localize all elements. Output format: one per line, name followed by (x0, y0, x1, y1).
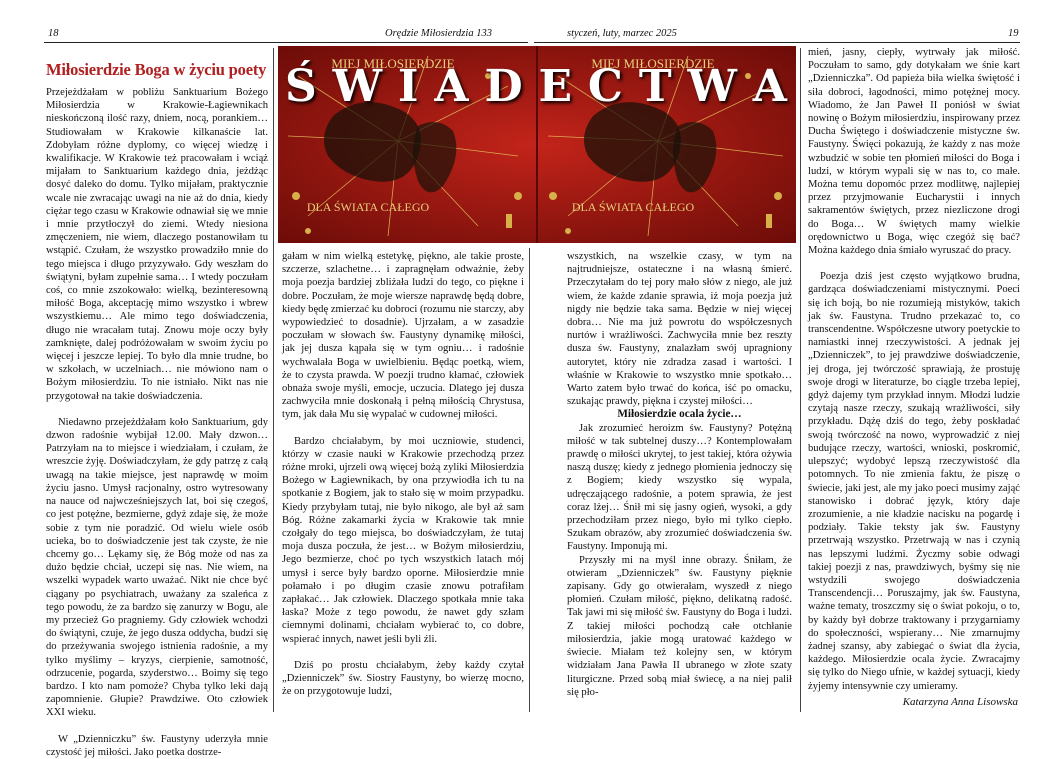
article-column-4 (808, 46, 1020, 694)
banner-title (278, 56, 796, 116)
banner-letter: I (397, 60, 421, 112)
swiadectwa-banner (278, 46, 796, 243)
column-divider (529, 248, 530, 712)
header-rule-right (534, 42, 1020, 43)
banner-letter: W (332, 60, 385, 112)
page-number-left: 18 (48, 28, 59, 39)
paragraph: Dziś po prostu chciałabym, żeby każdy czytał „Dzienniczek” św. Siostry Faustyny, bo wierzę mocno, że on przygotowuje ludzi, (282, 659, 524, 698)
banner-letter: T (638, 60, 674, 112)
banner-letter: D (484, 60, 525, 112)
paragraph: Przyszły mi na myśl inne obrazy. Śniłam, że otwieram „Dzienniczek” św. Faustyny pięknie zapisany. Gdy go otwierałam, wyszedł z niego płomień. Czułam miłość, piękno, delikatną radość. Tak jawi mi się miłość św. Faustyny do Boga i ludzi. Z takiej miłości pochodzą całe otchłanie miłosierdzia, jakie mogą uratować każdego w świecie. Miałam też kolejny sen, w którym widziałam Jana Pawła II ubranego w złote szaty liturgiczne. Przed sobą miał świecę, a na niej palił się pło- (567, 554, 792, 698)
paragraph: Jak zrozumieć heroizm św. Faustyny? Potężną miłość w tak subtelnej duszy…? Kontemplowałam prawdę o miłości ukrytej, to jest takiej, która ożywia naszą duszę; kiedy z jednego płomienia jednoczy się z Bogiem; kiedy wszystko się wypala, udręczającego radośnie, a potem sprawia, że jest coraz lżej… Śnił mi się jasny ogień, wysoki, a gdy przechodziłam przez niego, było mi tylko ciepło. Szukam obrazów, aby zrozumieć doświadczenia św. Faustyny. Imponują mi. (567, 422, 792, 553)
paragraph: wszystkich, na wszelkie czasy, w tym na najtrudniejsze, ostateczne i na własną śmierć. Przeczytałam do tej pory mało słów z niego, ale już wiem, że każde zdanie sprawia, iż moja poezja już nigdy nie będzie taka sama. Będzie w niej więcej dobra… Nie ma już powrotu do współczesnych nurtów i wrażliwości. Zachwyciła mnie bez reszty dusza św. Faustyny, znalazłam swój upragniony autorytet, który nie zdradza zasad i wartości. I właśnie w Krakowie to wszystko mnie spotkało… Warto zatem było trwać do końca, iść po omacku, szukając prawdy, piękna i czystej miłości… (567, 251, 792, 408)
banner-letter: C (587, 60, 625, 112)
banner-letter: A (434, 60, 471, 112)
paragraph: W „Dzienniczku” św. Faustyny uderzyła mnie czystość jej miłości. Jako poetka dostrze- (46, 733, 268, 758)
banner-text-bottom-right: DLA ŚWIATA CAŁEGO (571, 200, 695, 214)
banner-letter: W (687, 60, 739, 112)
journal-title: Orędzie Miłosierdzia 133 (385, 28, 492, 39)
banner-letter: Ś (284, 60, 319, 112)
paragraph: Przejeżdżałam w pobliżu Sanktuarium Bożego Miłosierdzia w Krakowie-Łagiewnikach nieskończoną ilość razy, dniem, nocą, porankiem… Studiowałam w Krakowie kilkanaście lat. Zdobyłam różne dyplomy, co więcej wiedzę i kwalifikacje. W Krakowie też pracowałam i wciąż mijałam to Sanktuarium każdego dnia, jeżdżąc dosyć daleko do domu. Tylko mijałam, praktycznie wcale nie zwracając uwagi na nie aż do dnia, kiedy ciężar tego czasu w Krakowie odnawiał się we mnie i mnie przytłoczył do ziemi. Wtedy niesiona zmęczeniem, nie wiem, dlaczego postanowiłam tu wstąpić. Czułam, że wszystko prowadziło mnie do tego miejsca i długo przyzywało. Gdy weszłam do świątyni, byłam zupełnie sama… I wtedy poczułam coś, co mnie zszokowało: wielką, bezinteresowną miłość Boga, akceptację mimo wszystko i wbrew wszystkiemu… Ale mimo tego doświadczenia, długo nie wracałam tutaj. Znowu moje oczy były zamknięte, dalej podróżowałam w swoim życiu po więcej i jeszcze lepiej. To było dla mnie trudne, bo w szkołach, w uczelniach… nie mówiono nam o Bożym miłosierdziu. To nie istniało. Nikt nas nie przygotował na takie doświadczenia. (46, 87, 268, 402)
paragraph: mień, jasny, ciepły, wytrwały jak miłość. Poczułam to samo, gdy dotykałam we śnie kart „Dzienniczka”. Od papieża biła wielka świętość i siła dobroci, łagodności, mimo potężnej mocy. Wiadomo, że Jan Paweł II poniósł w świat nowinę o Bożym miłosierdziu, inspirowany przez Ducha Świętego i doświadczenie mistyczne św. Faustyny. Święci pokazują, że każdy z nas może wzbudzić w sobie ten płomień miłości do Boga i ludzi, w którym wypali się w nas to, co małe. Można temu dopomóc przez modlitwę, najlepiej przez przyjmowanie Eucharystii i innych sakramentów świętych, przez niezliczone drogi do Boga… W świętych mamy wielkie orędownictwo u Boga, więc czegóż się bać? Można każdego dnia śmiało wyruszać do pracy. (808, 47, 1020, 257)
banner-text-bottom-left: DLA ŚWIATA CAŁEGO (306, 200, 430, 214)
paragraph: Niedawno przejeżdżałam koło Sanktuarium, gdy dzwon radośnie wybijał 12.00. Mały dzwon… Patrzyłam na to miejsce i wiedziałam, i czułam, że wreszcie żyję. Doświadczyłam, że gdy patrzę z całą uwagą na takie miejsce, jest naprawdę w moim życiu jasno. Umysł racjonalny, ostro wytresowany na nauce od najwcześniejszych lat, boi się czegoś, co jest potężne, bezmierne, gdyż zdaje się, że może sobie z tym nie poradzić. Od wielu wiele osób ucieka, bo to doświadczenie jest tak czyste, że nie chcemy go… Lękamy się, że Bóg może od nas za dużo będzie chciał, uczepi się nas. Nie wiem, na wszelki wypadek warto uważać. Nikt nie chce być ciągany po psychiatrach, uważany za szaleńca z tego powodu, że za bardzo się zanurzy w Bogu, ale my przecież Go pragniemy. Gdy człowiek wchodzi do świątyni, czuje, że jego dusza oddycha, budzi się do przeżywania swojego istnienia radośnie, a my tylko myślimy – kryzys, cierpienie, samotność, odrzucenie, pogarda, szyderstwo… Boimy się tego bardzo. I kto nam pomoże? Chyba tylko leki dają zapomnienie. Głupie? Prawdziwe. Oto człowiek XXI wieku. (46, 416, 268, 719)
author-signature: Katarzyna Anna Lisowska (902, 696, 1018, 708)
article-column-1 (46, 86, 268, 758)
banner-letter: E (538, 60, 575, 112)
column-divider (800, 48, 801, 712)
page-number-right: 19 (1008, 28, 1019, 39)
article-column-2 (282, 250, 524, 712)
header-rule-left (44, 42, 528, 43)
article-column-3 (567, 250, 792, 712)
issue-date: styczeń, luty, marzec 2025 (567, 28, 677, 39)
paragraph: gałam w nim wielką estetykę, piękno, ale takie proste, szczerze, szlachetne… i zapragnęłam odważnie, żeby moja poezja bardziej zbliżała ludzi do tego, co piękne i dobre. Poczułam, że moje wiersze naprawdę będą dobre, kiedy będę zmierzać ku dobroci (rozumu nie starczy, aby wypowiedzieć to dosadnie). Ujrzałam, a w zasadzie poczułam w słowach św. Faustyny dynamikę miłości, jak jej dusza kąpała się w tym ogniu… i radośnie wychwalała Boga w uwielbieniu. Będąc poetką, wiem, że to czysta prawda. W poezji trudno kłamać, człowiek obnaża swoje myśli, emocje, uczucia. Dlatego jej dusza zachwyciła mnie doskonałą i pełną miłością Chrystusa, tym, jak dała Mu się wypalać w cudownej miłości. (282, 251, 524, 421)
section-subheading: Miłosierdzie ocala życie… (617, 408, 742, 421)
article-title: Miłosierdzie Boga w życiu poety (46, 60, 267, 79)
banner-text-top-left: MIEJ MIŁOSIERDZIE (331, 56, 455, 71)
banner-text-top-right: MIEJ MIŁOSIERDZIE (591, 56, 715, 71)
paragraph: Poezja dziś jest często wyjątkowo brudna, gardząca doświadczeniami mistycznymi. Poeci się ich boją, bo nie rozumieją mistyków, takich jak św. Faustyna. Trudno przekazać to, co transcendentne. Współczesne utwory poetyckie to namiastki innej rzeczywistości. A jednak jej „Dzienniczek”, to jej prawdziwe doświadczenie, jej droga, jej twórczość sprawiają, że prostuję swoje drogi w literaturze, bo ciągle trzeba lepiej, gdyż dajemy tym przykład innym. Młodzi ludzie czytają nasze rzeczy, szukają wrażliwości, siły przykładu. Dążę dziś do tego, żeby poskładać swoją twórczość na nowo, wyprowadzić z niej budujące rzeczy, wartości, wnioski, poskromić, ulepszyć; wydobyć lepszą rzeczywistość dla potomnych. To nie zmienia faktu, że piszę o świecie, jaki jest, ale my jako poeci musimy zająć stanowisko i dobrać język, który daje zrozumienie, a nie kładzie nacisku na pogardę i podziały. Takie teksty jak św. Faustyny przetrwają wszystko. Przetrwają w nas i czynią nas lepszymi ludźmi. Życzmy sobie odwagi takiej poezji z nas, prawdziwych, byśmy się nie wstydzili swojego doświadczenia Transcendencji… Poruszajmy, jak św. Faustyna, ważne tematy, troszczmy się o świat pokoju, o to, by każdy był dobrze traktowany i przygarniamy do społeczności, wspierany… Nie zmarnujmy żadnej szansy, aby zabiegać o świat dla życia, każdego. Miłosierdzie ocala życie. Zwracajmy się tylko do Niego ufnie, w każdej sytuacji, kiedy żyjemy intensywnie czy umieramy. (808, 271, 1020, 692)
banner-letter: A (752, 60, 789, 112)
column-divider (273, 48, 274, 712)
paragraph: Bardzo chciałabym, by moi uczniowie, studenci, którzy w czasie nauki w Krakowie przechodzą przez różne mroki, ujrzeli ową więcej bożą zyliki Miłosierdzia Bożego w Łagiewnikach, by ona przywiodła ich tu na spotkanie z Bogiem, jak to stało się w moim przypadku. Kiedy przybyłam tutaj, nie było nikogo, ale był aż sam Bóg. Różne zakamarki życia w Krakowie tak mnie czołgały do tego miejsca, bo doświadczyłam, że tutaj moja dusza poczuła, że jest… w Bożym miłosierdziu, Jego bezmierze, choć po tych wszystkich latach mój umysł i serce były bardzo oporne. Miłosierdzie mnie połamało i po długim czasie znowu potrafiłam zapłakać… Jak człowiek. Dlaczego spotkała mnie taka łaska? Może z tego powodu, że nawet gdy szłam ciemnymi dolinami, chciałam wybierać to, co dobre, wspierać innych, nawet jeśli byli źli. (282, 435, 524, 645)
